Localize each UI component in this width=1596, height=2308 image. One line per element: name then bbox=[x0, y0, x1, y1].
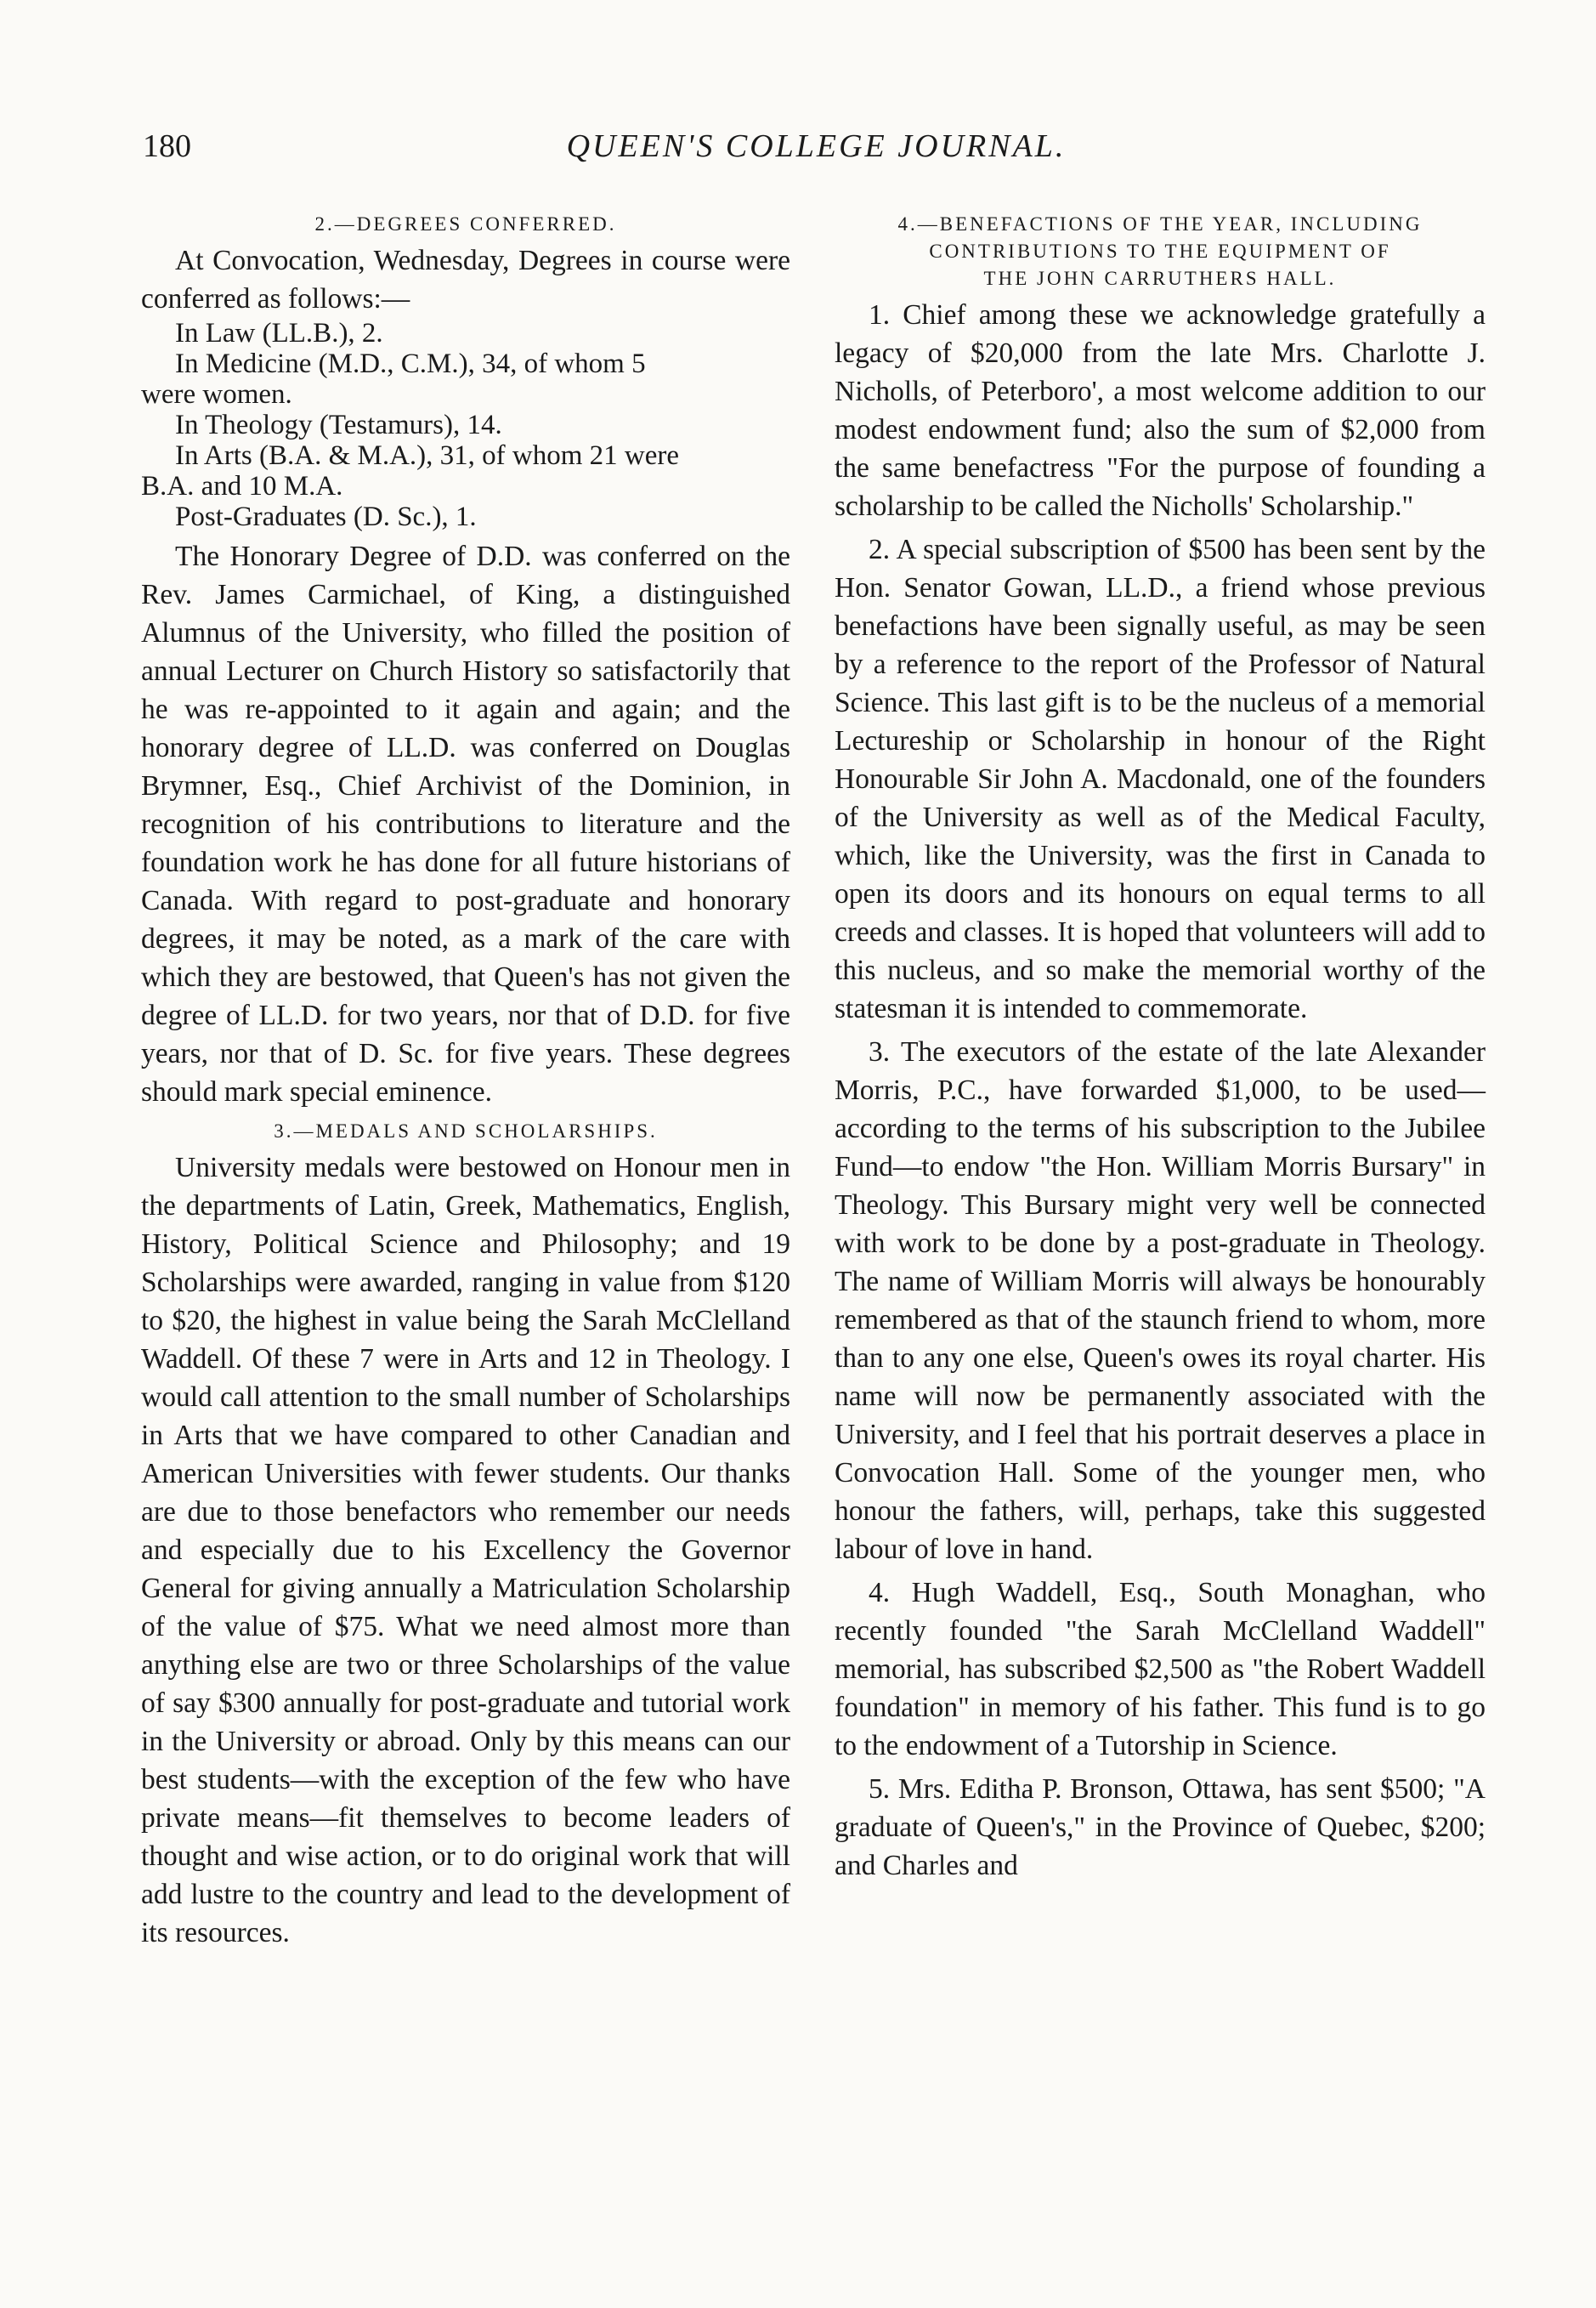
degree-line-continued: were women. bbox=[141, 379, 292, 410]
degree-line-continued: B.A. and 10 M.A. bbox=[141, 471, 343, 502]
degree-list-item bbox=[141, 502, 790, 532]
degree-list-item bbox=[141, 440, 790, 502]
degree-line: In Medicine (M.D., C.M.), 34, of whom 5 bbox=[175, 349, 646, 379]
honorary-degrees-paragraph: The Honorary Degree of D.D. was conferred on the Rev. James Carmichael, of King, a distinguished Alumnus of the University, who filled the position of annual Lecturer on Church History so satisfactorily that he was re-appointed to it again and again; and the honorary degree of LL.D. was conferred on Douglas Brymner, Esq., Chief Archivist of the Dominion, in recognition of his contributions to literature and the foundation work he has done for all future historians of Canada. With regard to post-graduate and honorary degrees, it may be noted, as a mark of the care with which they are bestowed, that Queen's has not given the degree of LL.D. for two years, nor that of D.D. for five years, nor that of D. Sc. for five years. These degrees should mark special eminence. bbox=[141, 541, 790, 1108]
page-number: 180 bbox=[143, 128, 191, 164]
benefaction-paragraph-4: 4. Hugh Waddell, Esq., South Monaghan, who recently founded "the Sarah McClelland Waddell" memorial, has subscribed $2,500 as "the Robert Waddell foundation" in memory of his father. This fund is to go to the endowment of a Tutorship in Science. bbox=[835, 1577, 1486, 1761]
heading-line: THE JOHN CARRUTHERS HALL. bbox=[983, 268, 1337, 289]
heading-line: 4.—BENEFACTIONS OF THE YEAR, INCLUDING bbox=[897, 213, 1423, 235]
medals-paragraph: University medals were bestowed on Honour men in the departments of Latin, Greek, Mathematics, English, History, Political Science and Philosophy; and 19 Scholarships were awarded, ranging in value from $120 to $20, the highest in value being the Sarah McClelland Waddell. Of these 7 were in Arts and 12 in Theology. I would call attention to the small number of Scholarships in Arts that we have compared to other Canadian and American Universities with fewer students. Our thanks are due to those benefactors who remember our needs and especially due to his Excellency the Governor General for giving annually a Matriculation Scholarship of the value of $75. What we need almost more than anything else are two or three Scholarships of the value of say $300 annually for post-graduate and tutorial work in the University or abroad. Only by this means can our best students—with the exception of the few who have private means—fit themselves to become leaders of thought and wise action, or to do original work that will add lustre to the country and lead to the development of its resources. bbox=[141, 1152, 790, 1948]
journal-title: QUEEN'S COLLEGE JOURNAL. bbox=[566, 128, 1067, 164]
right-column bbox=[835, 211, 1486, 1885]
degrees-intro: At Convocation, Wednesday, Degrees in course were conferred as follows:— bbox=[141, 245, 790, 315]
section-heading-medals: 3.—MEDALS AND SCHOLARSHIPS. bbox=[274, 1120, 658, 1142]
benefaction-paragraph-1: 1. Chief among these we acknowledge gratefully a legacy of $20,000 from the late Mrs. Charlotte J. Nicholls, of Peterboro', a most welcome addition to our modest endowment fund; also the sum of $2,000 from the same benefactress "For the purpose of founding a scholarship to be called the Nicholls' Scholarship." bbox=[835, 299, 1486, 522]
section-heading-degrees: 2.—DEGREES CONFERRED. bbox=[314, 213, 617, 235]
degree-line: In Theology (Testamurs), 14. bbox=[175, 410, 502, 440]
left-column bbox=[141, 211, 790, 1952]
benefaction-paragraph-3: 3. The executors of the estate of the late Alexander Morris, P.C., have forwarded $1,000, to be used—according to the terms of his subscription to the Jubilee Fund—to endow "the Hon. William Morris Bursary" in Theology. This Bursary might very well be connected with work to be done by a post-graduate in Theology. The name of William Morris will always be honourably remembered as that of the staunch friend to whom, more than to any one else, Queen's owes its royal charter. His name will now be permanently associated with the University, and I feel that his portrait deserves a place in Convocation Hall. Some of the younger men, who honour the fathers, will, perhaps, take this suggested labour of love in hand. bbox=[835, 1036, 1486, 1565]
heading-line: CONTRIBUTIONS TO THE EQUIPMENT OF bbox=[929, 241, 1391, 262]
section-heading-benefactions bbox=[835, 211, 1486, 292]
degree-list-item bbox=[141, 318, 790, 349]
page-header bbox=[143, 128, 1490, 179]
degree-list-item bbox=[141, 410, 790, 440]
degree-line: In Law (LL.B.), 2. bbox=[175, 318, 383, 349]
benefaction-paragraph-2: 2. A special subscription of $500 has been sent by the Hon. Senator Gowan, LL.D., a friend whose previous benefactions have been signally useful, as may be seen by a reference to the report of the Professor of Natural Science. This last gift is to be the nucleus of a memorial Lectureship or Scholarship in honour of the Right Honourable Sir John A. Macdonald, one of the founders of the University as well as of the Medical Faculty, which, like the University, was the first in Canada to open its doors and its honours on equal terms to all creeds and classes. It is hoped that volunteers will add to this nucleus, and so make the memorial worthy of the statesman it is intended to commemorate. bbox=[835, 534, 1486, 1024]
degree-line: In Arts (B.A. & M.A.), 31, of whom 21 were bbox=[175, 440, 680, 471]
degree-list-item bbox=[141, 349, 790, 410]
benefaction-paragraph-5: 5. Mrs. Editha P. Bronson, Ottawa, has sent $500; "A graduate of Queen's," in the Province of Quebec, $200; and Charles and bbox=[835, 1773, 1486, 1881]
degree-line: Post-Graduates (D. Sc.), 1. bbox=[175, 502, 477, 532]
